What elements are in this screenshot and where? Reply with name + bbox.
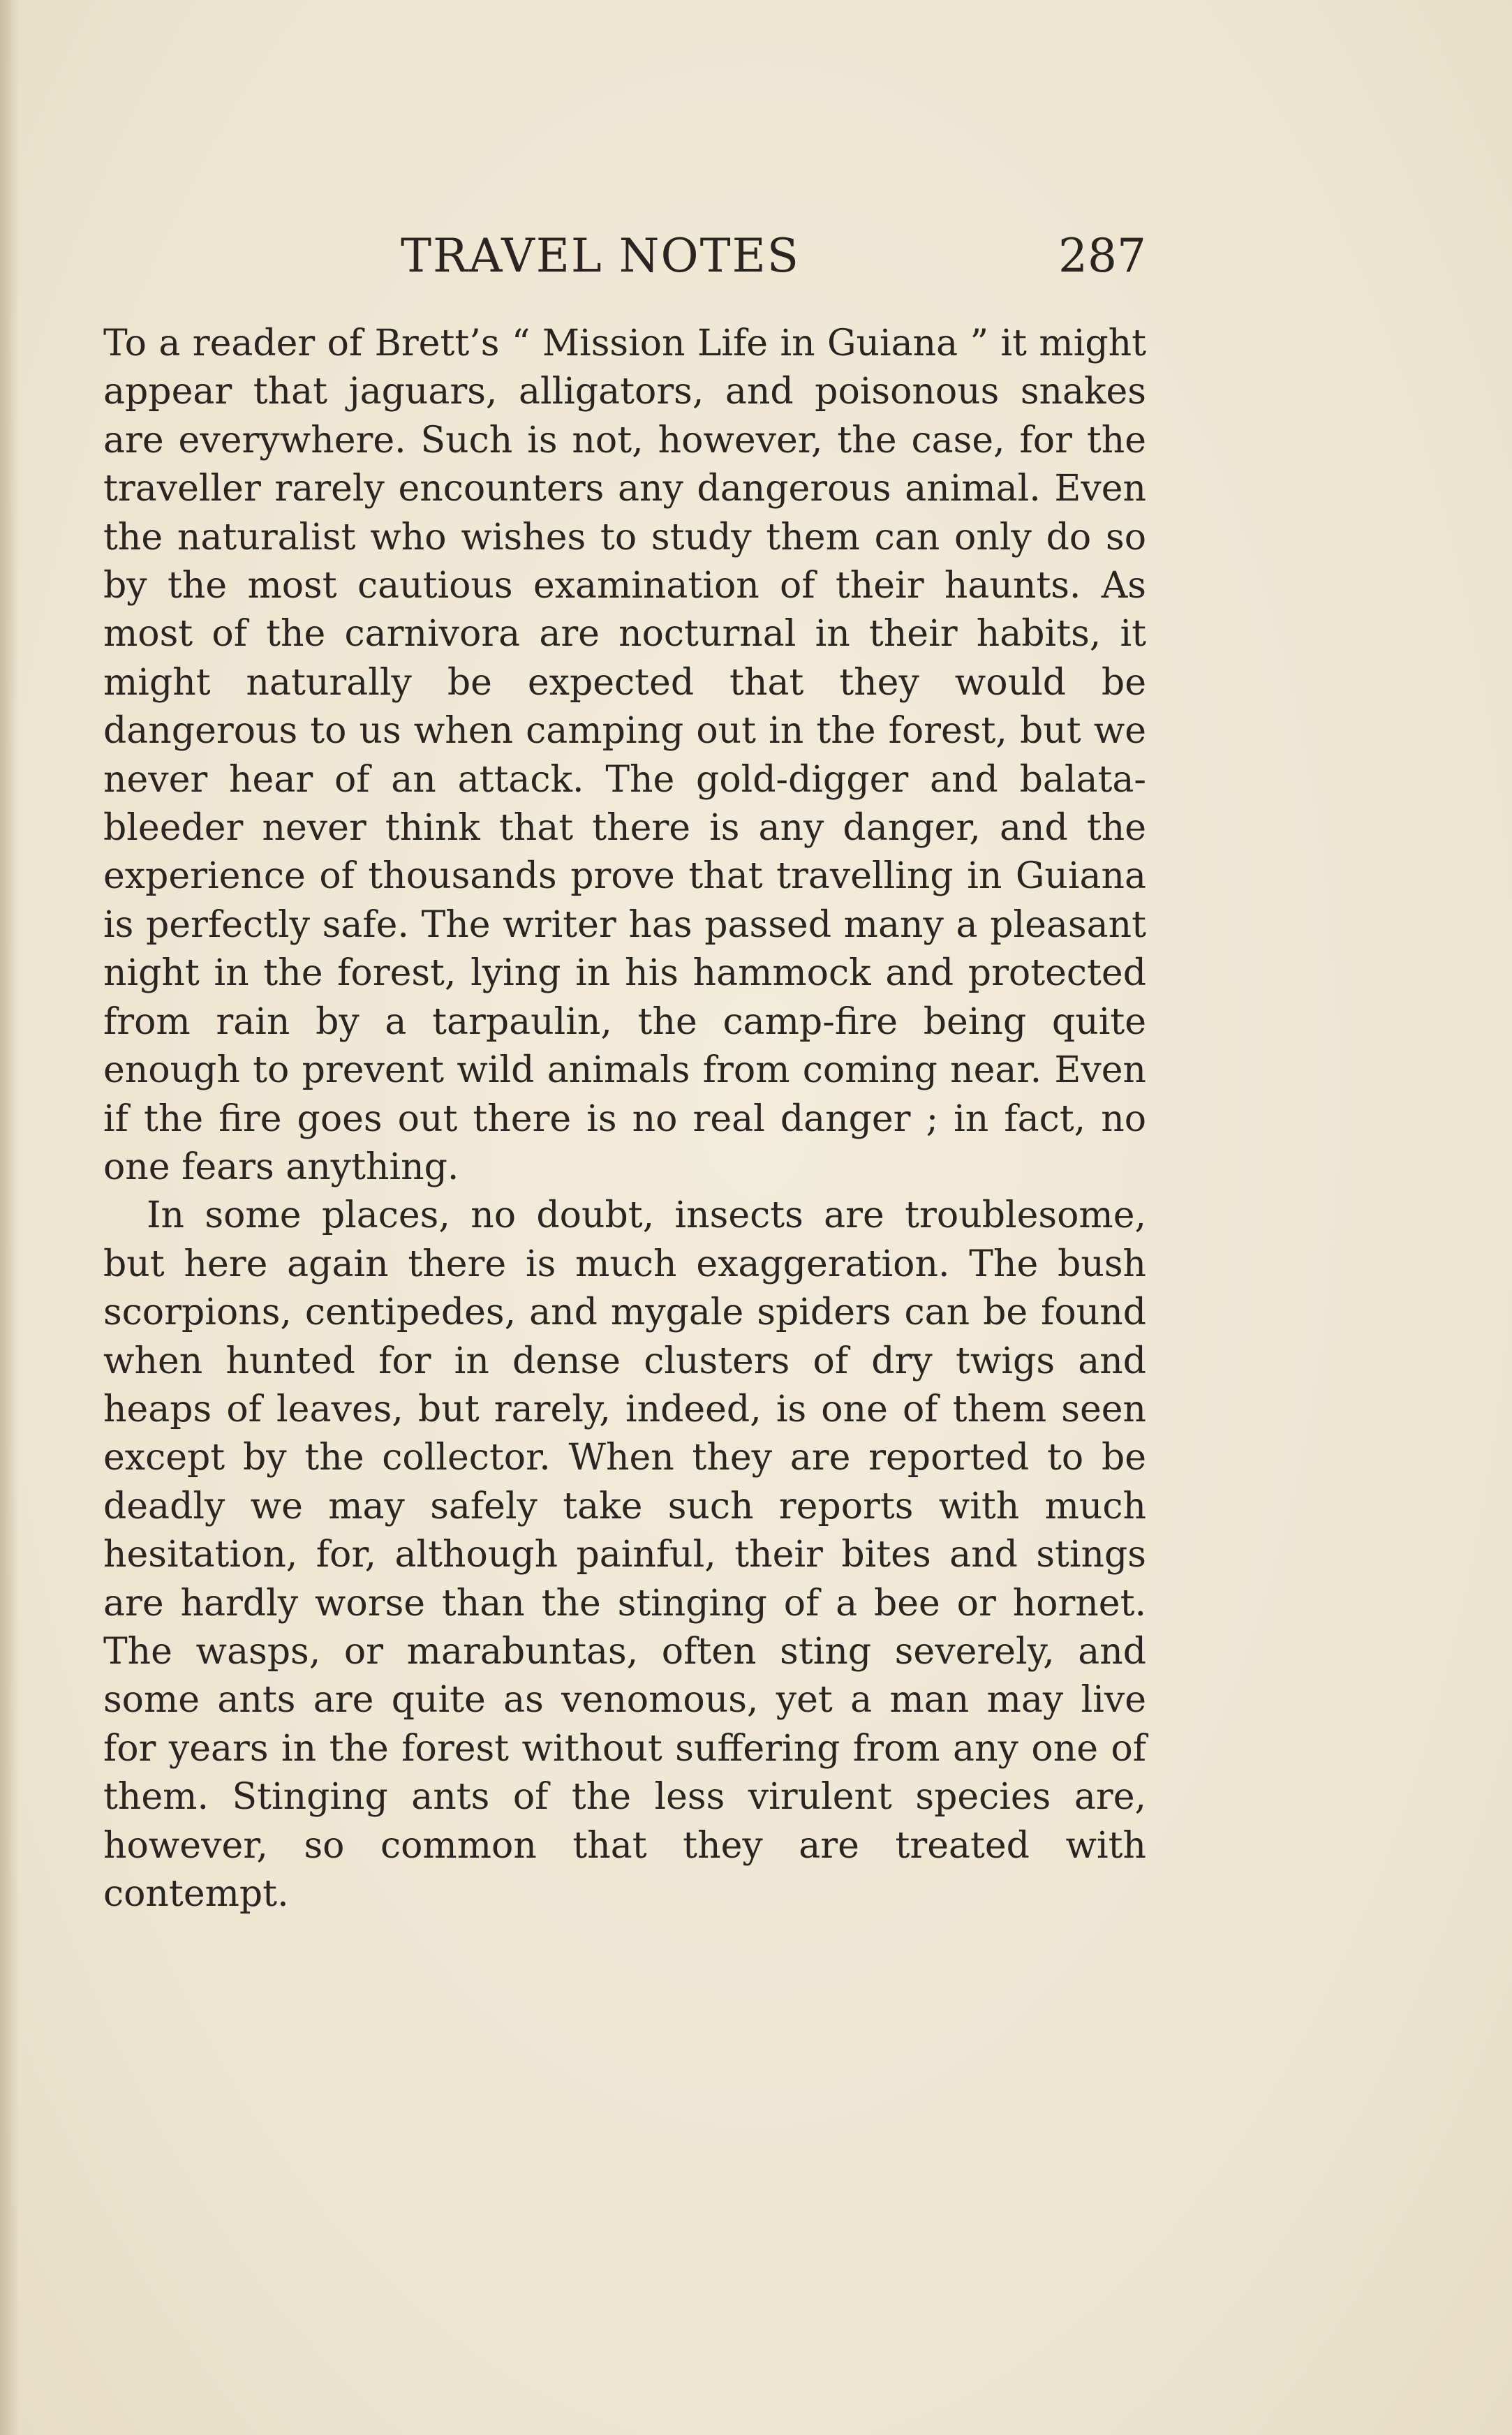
page-number: 287 bbox=[1058, 229, 1146, 283]
paragraph-2: In some places, no doubt, insects are troublesome, but here again there is much exaggeration. The bush scorpions, centipedes, and mygale spiders can be found when hunted for in dense clusters of dry twigs and heaps of leaves, but rarely, indeed, is one of them seen except by the collector. When they are reported to be deadly we may safely take such reports with much hesitation, for, although painful, their bites and stings are hardly worse than the stinging of a bee or hornet. The wasps, or marabuntas, often sting severely, and some ants are quite as venomous, yet a man may live for years in the forest without suffering from any one of them. Stinging ants of the less virulent species are, however, so common that they are treated with contempt. bbox=[103, 1194, 1146, 1915]
page-gutter-shadow bbox=[0, 0, 20, 2435]
running-head-title: TRAVEL NOTES bbox=[401, 229, 801, 283]
page-header bbox=[103, 223, 1146, 286]
body-text bbox=[103, 320, 1146, 1918]
paragraph-1: To a reader of Brett’s “ Mission Life in Guiana ” it might appear that jaguars, alligators, and poisonous snakes are everywhere. Such is not, however, the case, for the traveller rarely encounters any dangerous animal. Even the naturalist who wishes to study them can only do so by the most cautious examination of their haunts. As most of the carnivora are nocturnal in their habits, it might naturally be expected that they would be dangerous to us when camping out in the forest, but we never hear of an attack. The gold-digger and balata-bleeder never think that there is any danger, and the experience of thousands prove that travelling in Guiana is perfectly safe. The writer has passed many a pleasant night in the forest, lying in his hammock and protected from rain by a tarpaulin, the camp-fire being quite enough to prevent wild animals from coming near. Even if the fire goes out there is no real danger ; in fact, no one fears anything. bbox=[103, 323, 1146, 1188]
